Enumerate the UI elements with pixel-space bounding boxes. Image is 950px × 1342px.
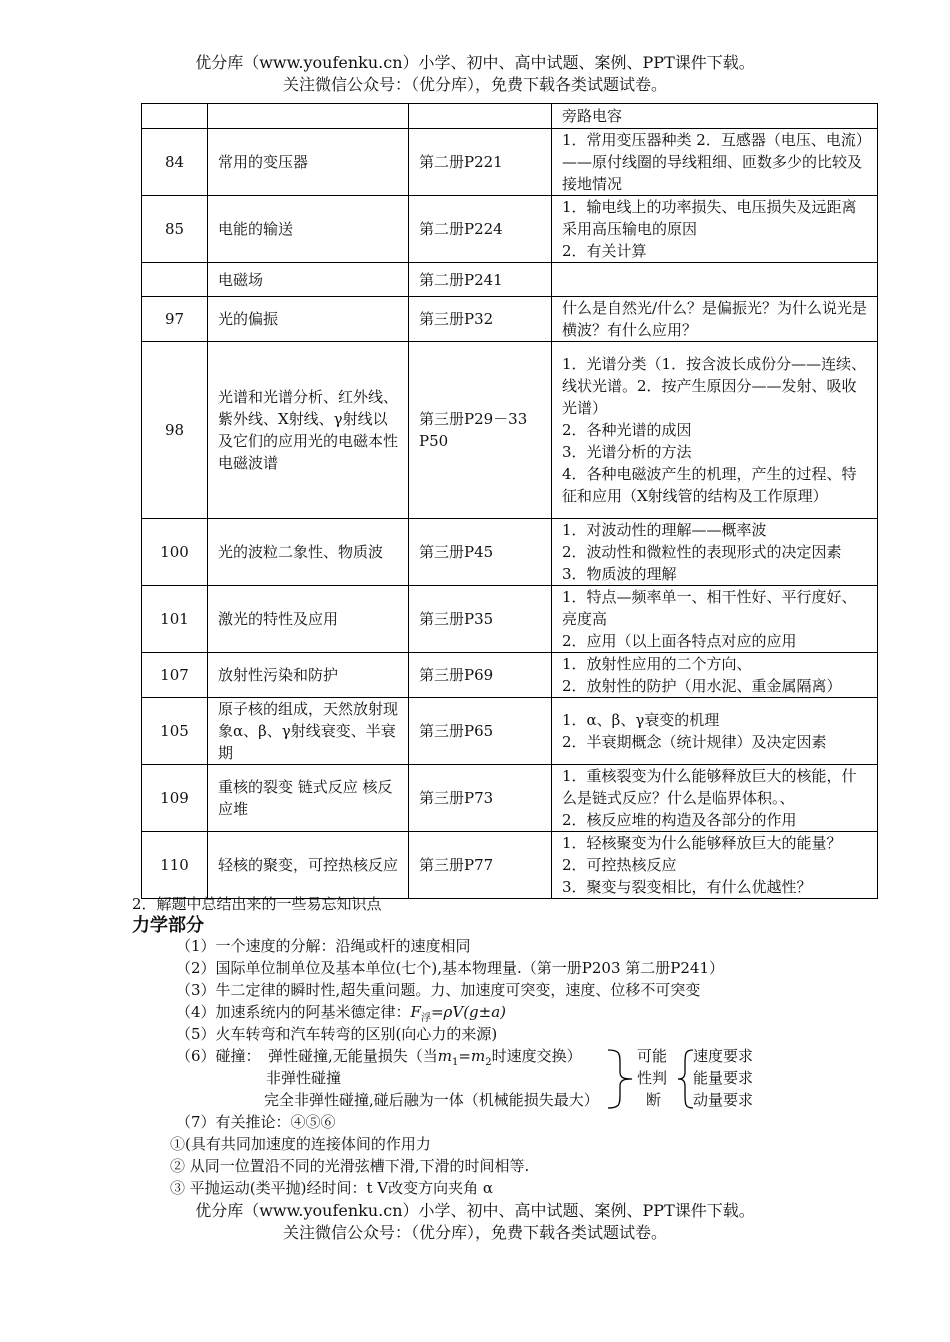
row-reference: 第三册P45 (409, 519, 552, 586)
row-description: 1．光谱分类（1．按含波长成份分——连续、线状光谱。2．按产生原因分——发射、吸收光谱） 2．各种光谱的成因 3．光谱分析的方法 4．各种电磁波产生的机理，产生的过程、特征和应用（X射线管的结构及工作原理） (552, 342, 878, 519)
tip-item-3: （3）牛二定律的瞬时性,超失重问题。力、加速度可突变，速度、位移不可突变 (176, 981, 701, 999)
header-line-2: 关注微信公众号：（优分库），免费下载各类试题试卷。 (282, 75, 667, 94)
row-description: 1．特点—频率单一、相干性好、平行度好、亮度高 2．应用（以上面各特点对应的应用 (552, 586, 878, 653)
tip-item-5: （5）火车转弯和汽车转弯的区别(向心力的来源) (176, 1025, 498, 1043)
row-topic: 电磁场 (208, 263, 409, 297)
row-reference: 第三册P69 (409, 653, 552, 698)
table-row (142, 698, 878, 765)
row-reference: 第三册P73 (409, 765, 552, 832)
row-topic: 原子核的组成，天然放射现象α、β、γ射线衰变、半衰期 (208, 698, 409, 765)
tip-item-1: （1）一个速度的分解：沿绳或杆的速度相同 (176, 937, 471, 955)
table-row (142, 297, 878, 342)
row-reference: 第二册P241 (409, 263, 552, 297)
row-description: 1．重核裂变为什么能够释放巨大的核能，什么是链式反应？什么是临界体积。、 2．核反应堆的构造及各部分的作用 (552, 765, 878, 832)
row-description: 什么是自然光/什么？是偏振光？为什么说光是横波？有什么应用？ (552, 297, 878, 342)
table-row (142, 196, 878, 263)
tip-item-2: （2）国际单位制单位及基本单位(七个),基本物理量.（第一册P203 第二册P241） (176, 959, 725, 977)
table-row (142, 653, 878, 698)
row-topic: 激光的特性及应用 (208, 586, 409, 653)
corollary-2: ② 从同一位置沿不同的光滑弦槽下滑,下滑的时间相等. (170, 1157, 530, 1175)
row-number: 105 (142, 698, 208, 765)
collision-elastic: 弹性碰撞,无能量损失（当$m_1=m_2$时速度交换） (268, 1047, 582, 1068)
row-reference: 第二册P221 (409, 129, 552, 196)
table-row (142, 104, 878, 129)
row-topic: 放射性污染和防护 (208, 653, 409, 698)
tips-title: 2．解题中总结出来的一些易忘知识点 (132, 895, 382, 913)
knowledge-table (141, 103, 878, 899)
table-row (142, 129, 878, 196)
header-line-1: 优分库（www.youfenku.cn）小学、初中、高中试题、案例、PPT课件下载。 (195, 53, 755, 72)
table-row (142, 832, 878, 899)
row-description: 1．轻核聚变为什么能够释放巨大的能量？ 2．可控热核反应 3．聚变与裂变相比，有什么优越性？ (552, 832, 878, 899)
row-reference: 第三册P32 (409, 297, 552, 342)
collision-inelastic: 非弹性碰撞 (266, 1069, 342, 1087)
footer-line-2: 关注微信公众号：（优分库），免费下载各类试题试卷。 (282, 1223, 667, 1242)
row-number: 109 (142, 765, 208, 832)
row-number: 101 (142, 586, 208, 653)
row-number: 85 (142, 196, 208, 263)
table-row (142, 342, 878, 519)
row-topic: 光谱和光谱分析、红外线、紫外线、X射线、γ射线以及它们的应用光的电磁本性 电磁波谱 (208, 342, 409, 519)
row-description: 1．α、β、γ衰变的机理 2．半衰期概念（统计规律）及决定因素 (552, 698, 878, 765)
table-row (142, 519, 878, 586)
footer-line-1: 优分库（www.youfenku.cn）小学、初中、高中试题、案例、PPT课件下载。 (195, 1201, 755, 1220)
row-topic: 重核的裂变 链式反应 核反应堆 (208, 765, 409, 832)
row-number: 110 (142, 832, 208, 899)
row-description: 1．输电线上的功率损失、电压损失及远距离采用高压输电的原因 2．有关计算 (552, 196, 878, 263)
corollary-1: ①(具有共同加速度的连接体间的作用力 (170, 1135, 431, 1153)
row-number: 100 (142, 519, 208, 586)
table-cell-fragment: 旁路电容 (552, 104, 878, 129)
tip-item-6-label: （6）碰撞： (176, 1047, 261, 1065)
row-topic: 常用的变压器 (208, 129, 409, 196)
possibility-judgment: 可能 性判 断 (637, 1047, 668, 1109)
row-topic: 光的波粒二象性、物质波 (208, 519, 409, 586)
row-number (142, 263, 208, 297)
corollary-3: ③ 平抛运动(类平抛)经时间：t V改变方向夹角 α (170, 1179, 493, 1197)
row-description: 1．常用变压器种类 2．互感器（电压、电流）——原付线圈的导线粗细、匝数多少的比较及接地情况 (552, 129, 878, 196)
row-reference: 第三册P65 (409, 698, 552, 765)
tip-item-7: （7）有关推论：④⑤⑥ (176, 1113, 336, 1131)
table-row (142, 765, 878, 832)
row-topic: 轻核的聚变，可控热核反应 (208, 832, 409, 899)
row-number: 84 (142, 129, 208, 196)
table-row (142, 263, 878, 297)
collision-perfectly-inelastic: 完全非弹性碰撞,碰后融为一体（机械能损失最大） (264, 1091, 599, 1109)
row-number: 107 (142, 653, 208, 698)
row-topic: 光的偏振 (208, 297, 409, 342)
page-header-top (0, 52, 950, 96)
row-reference: 第二册P224 (409, 196, 552, 263)
page-header-bottom (0, 1200, 950, 1244)
row-number: 97 (142, 297, 208, 342)
table-row (142, 586, 878, 653)
row-description: 1．放射性应用的二个方向、 2．放射性的防护（用水泥、重金属隔离） (552, 653, 878, 698)
row-description (552, 263, 878, 297)
collision-requirements: 速度要求 能量要求 动量要求 (693, 1047, 754, 1109)
tip-item-4: （4）加速系统内的阿基米德定律：$F_浮=\rho V(g\pm a)$ (176, 1003, 507, 1024)
row-reference: 第三册P35 (409, 586, 552, 653)
section-title: 力学部分 (132, 915, 204, 936)
row-reference: 第三册P77 (409, 832, 552, 899)
row-topic: 电能的输送 (208, 196, 409, 263)
row-reference: 第三册P29－33 P50 (409, 342, 552, 519)
right-brace-icon (606, 1048, 636, 1110)
row-number: 98 (142, 342, 208, 519)
row-description: 1．对波动性的理解——概率波 2．波动性和微粒性的表现形式的决定因素 3．物质波的理解 (552, 519, 878, 586)
